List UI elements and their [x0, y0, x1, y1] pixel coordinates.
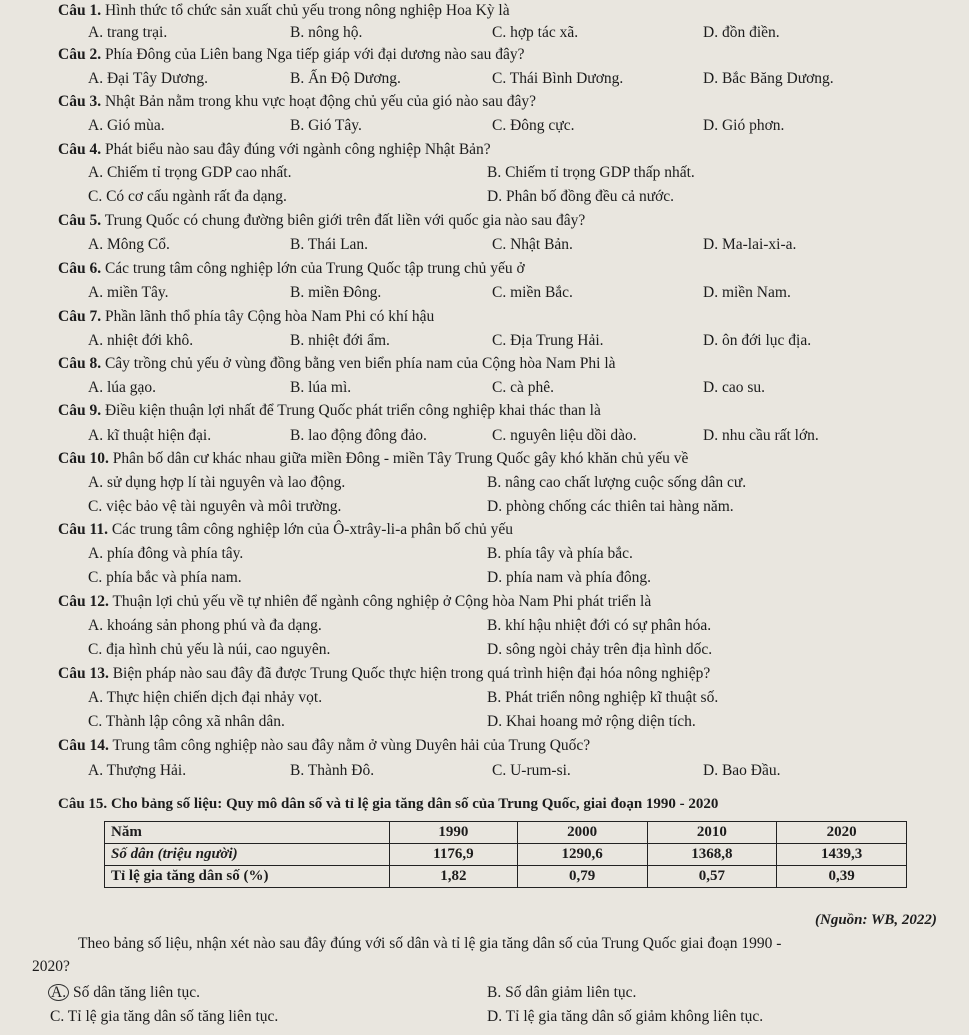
- question-label: Câu 13.: [58, 665, 109, 682]
- option-b: B. Gió Tây.: [290, 117, 362, 134]
- option-c: C. việc bảo vệ tài nguyên và môi trường.: [88, 498, 342, 515]
- option-c: C. Tỉ lệ gia tăng dân số tăng liên tục.: [50, 1008, 279, 1025]
- table-row: [105, 844, 907, 866]
- question-text: Hình thức tổ chức sản xuất chủ yếu trong nông nghiệp Hoa Kỳ là: [104, 2, 510, 19]
- question-text: Các trung tâm công nghiệp lớn của Ô-xtrây-li-a phân bố chủ yếu: [111, 521, 514, 538]
- option-c: C. hợp tác xã.: [492, 24, 579, 41]
- question-8: [58, 355, 616, 373]
- option-d: D. Bắc Băng Dương.: [703, 70, 834, 87]
- option-d: D. nhu cầu rất lớn.: [703, 427, 819, 444]
- question-14: [58, 737, 590, 755]
- option-c: C. phía bắc và phía nam.: [88, 569, 242, 586]
- option-b: B. miền Đông.: [290, 284, 382, 301]
- option-d: D. Ma-lai-xi-a.: [703, 236, 797, 253]
- table-cell: 1990: [390, 822, 518, 844]
- option-a: A. khoáng sản phong phú và đa dạng.: [88, 617, 322, 634]
- question-text: Nhật Bản nằm trong khu vực hoạt động chủ yếu của gió nào sau đây?: [104, 93, 537, 110]
- option-d: D. Tỉ lệ gia tăng dân số giảm không liên tục.: [487, 1008, 764, 1025]
- question-label: Câu 7.: [58, 308, 102, 325]
- option-c: C. Đông cực.: [492, 117, 575, 134]
- question-label: Câu 6.: [58, 260, 102, 277]
- option-b: B. nông hộ.: [290, 24, 363, 41]
- question-10: [58, 450, 688, 468]
- question-15: [58, 796, 718, 813]
- option-a: A. trang trại.: [88, 24, 168, 41]
- option-a: A. nhiệt đới khô.: [88, 332, 194, 349]
- question-11: [58, 521, 513, 539]
- option-a: A. Thực hiện chiến dịch đại nhảy vọt.: [88, 689, 323, 706]
- option-b: B. lúa mì.: [290, 379, 352, 396]
- question-text: Cho bảng số liệu: Quy mô dân số và tỉ lệ gia tăng dân số của Trung Quốc, giai đoạn 1990 - 2020: [110, 796, 719, 812]
- option-d: D. sông ngòi chảy trên địa hình dốc.: [487, 641, 713, 658]
- table-cell: 1176,9: [390, 844, 518, 866]
- option-c: C. U-rum-si.: [492, 762, 571, 779]
- option-a: A. Đại Tây Dương.: [88, 70, 209, 87]
- option-a: A. sử dụng hợp lí tài nguyên và lao động.: [88, 474, 346, 491]
- question-13: [58, 665, 710, 683]
- question-15-prompt: Theo bảng số liệu, nhận xét nào sau đây đúng với số dân và tỉ lệ gia tăng dân số của Trung Quốc giai đoạn 1990 -: [78, 935, 782, 952]
- option-d: D. miền Nam.: [703, 284, 791, 301]
- option-b: B. khí hậu nhiệt đới có sự phân hóa.: [487, 617, 712, 634]
- option-a: [48, 984, 200, 1002]
- question-9: [58, 402, 601, 420]
- option-b: B. Thái Lan.: [290, 236, 369, 253]
- option-a: A. Mông Cổ.: [88, 236, 170, 253]
- table-row: [105, 866, 907, 888]
- question-text: Phía Đông của Liên bang Nga tiếp giáp với đại dương nào sau đây?: [104, 46, 525, 63]
- data-table: [104, 821, 907, 888]
- option-d: D. Bao Đầu.: [703, 762, 781, 779]
- option-b: B. nâng cao chất lượng cuộc sống dân cư.: [487, 474, 747, 491]
- option-c: C. địa hình chủ yếu là núi, cao nguyên.: [88, 641, 331, 658]
- question-6: [58, 260, 525, 278]
- option-a: A. Thượng Hải.: [88, 762, 187, 779]
- question-label: Câu 11.: [58, 521, 108, 538]
- option-b: B. nhiệt đới ẩm.: [290, 332, 390, 349]
- question-label: Câu 15.: [58, 796, 108, 812]
- question-text: Thuận lợi chủ yếu về tự nhiên để ngành công nghiệp ở Cộng hòa Nam Phi phát triển là: [112, 593, 652, 610]
- option-a: A. Chiếm tỉ trọng GDP cao nhất.: [88, 164, 292, 181]
- option-d: D. Gió phơn.: [703, 117, 785, 134]
- question-label: Câu 2.: [58, 46, 102, 63]
- selected-answer-mark: A.: [48, 984, 69, 1001]
- option-b: B. phía tây và phía bắc.: [487, 545, 633, 562]
- question-label: Câu 5.: [58, 212, 102, 229]
- table-cell: 0,57: [647, 866, 777, 888]
- question-3: [58, 93, 536, 111]
- option-a: A. kĩ thuật hiện đại.: [88, 427, 212, 444]
- question-text: Phân bố dân cư khác nhau giữa miền Đông - miền Tây Trung Quốc gây khó khăn chủ yếu về: [112, 450, 689, 467]
- table-cell: [105, 844, 390, 866]
- option-c: C. Có cơ cấu ngành rất đa dạng.: [88, 188, 287, 205]
- question-text: Cây trồng chủ yếu ở vùng đồng bằng ven biển phía nam của Cộng hòa Nam Phi là: [104, 355, 616, 372]
- table-cell: Năm: [105, 822, 390, 844]
- option-d: D. Khai hoang mở rộng diện tích.: [487, 713, 696, 730]
- option-b: B. Thành Đô.: [290, 762, 375, 779]
- question-label: Câu 1.: [58, 2, 102, 19]
- table-source: (Nguồn: WB, 2022): [815, 912, 937, 928]
- question-label: Câu 3.: [58, 93, 102, 110]
- table-cell: 0,79: [517, 866, 647, 888]
- question-text: Các trung tâm công nghiệp lớn của Trung Quốc tập trung chủ yếu ở: [104, 260, 525, 277]
- table-header-row: [105, 822, 907, 844]
- option-c: C. Nhật Bản.: [492, 236, 573, 253]
- option-d: D. phòng chống các thiên tai hàng năm.: [487, 498, 734, 515]
- option-c: C. Thái Bình Dương.: [492, 70, 624, 87]
- table-cell: 1,82: [390, 866, 518, 888]
- question-7: [58, 308, 434, 326]
- question-15-prompt-cont: 2020?: [32, 958, 70, 975]
- option-c: C. miền Bắc.: [492, 284, 573, 301]
- row-label: Số dân (triệu người): [111, 846, 238, 862]
- option-d: D. đồn điền.: [703, 24, 780, 41]
- table-cell: 1368,8: [647, 844, 777, 866]
- question-label: Câu 14.: [58, 737, 109, 754]
- question-label: Câu 4.: [58, 141, 102, 158]
- question-label: Câu 8.: [58, 355, 102, 372]
- table-cell: 2010: [647, 822, 777, 844]
- question-text: Phát biểu nào sau đây đúng với ngành công nghiệp Nhật Bản?: [104, 141, 491, 158]
- table-cell: 2000: [517, 822, 647, 844]
- table-cell: Tỉ lệ gia tăng dân số (%): [105, 866, 390, 888]
- option-b: B. Chiếm tỉ trọng GDP thấp nhất.: [487, 164, 695, 181]
- question-label: Câu 9.: [58, 402, 102, 419]
- question-text: Biện pháp nào sau đây đã được Trung Quốc thực hiện trong quá trình hiện đại hóa nông nghiệp?: [112, 665, 711, 682]
- option-d: D. phía nam và phía đông.: [487, 569, 652, 586]
- option-b: B. Phát triển nông nghiệp kĩ thuật số.: [487, 689, 719, 706]
- question-12: [58, 593, 651, 611]
- option-d: D. cao su.: [703, 379, 765, 396]
- question-2: [58, 46, 524, 64]
- option-d: D. ôn đới lục địa.: [703, 332, 812, 349]
- question-text: Phần lãnh thổ phía tây Cộng hòa Nam Phi có khí hậu: [104, 308, 435, 325]
- option-a: A. miền Tây.: [88, 284, 169, 301]
- option-d: D. Phân bố đồng đều cả nước.: [487, 188, 675, 205]
- option-a: A. Gió mùa.: [88, 117, 165, 134]
- question-4: [58, 141, 491, 159]
- table-cell: 0,39: [777, 866, 907, 888]
- table-cell: 1439,3: [777, 844, 907, 866]
- question-text: Trung Quốc có chung đường biên giới trên đất liền với quốc gia nào sau đây?: [104, 212, 586, 229]
- option-c: C. nguyên liệu dồi dào.: [492, 427, 637, 444]
- question-text: Trung tâm công nghiệp nào sau đây nằm ở vùng Duyên hải của Trung Quốc?: [112, 737, 591, 754]
- question-label: Câu 12.: [58, 593, 109, 610]
- option-b: B. Số dân giảm liên tục.: [487, 984, 637, 1001]
- option-b: B. lao động đông đảo.: [290, 427, 427, 444]
- option-a: A. phía đông và phía tây.: [88, 545, 244, 562]
- option-c: C. cà phê.: [492, 379, 554, 396]
- option-text: Số dân tăng liên tục.: [72, 984, 200, 1001]
- option-c: C. Địa Trung Hải.: [492, 332, 604, 349]
- question-text: Điều kiện thuận lợi nhất để Trung Quốc phát triển công nghiệp khai thác than là: [104, 402, 601, 419]
- question-1: [58, 2, 510, 20]
- option-a: A. lúa gạo.: [88, 379, 157, 396]
- question-label: Câu 10.: [58, 450, 109, 467]
- option-b: B. Ấn Độ Dương.: [290, 70, 401, 87]
- table-cell: 2020: [777, 822, 907, 844]
- option-c: C. Thành lập công xã nhân dân.: [88, 713, 285, 730]
- table-cell: 1290,6: [517, 844, 647, 866]
- question-5: [58, 212, 585, 230]
